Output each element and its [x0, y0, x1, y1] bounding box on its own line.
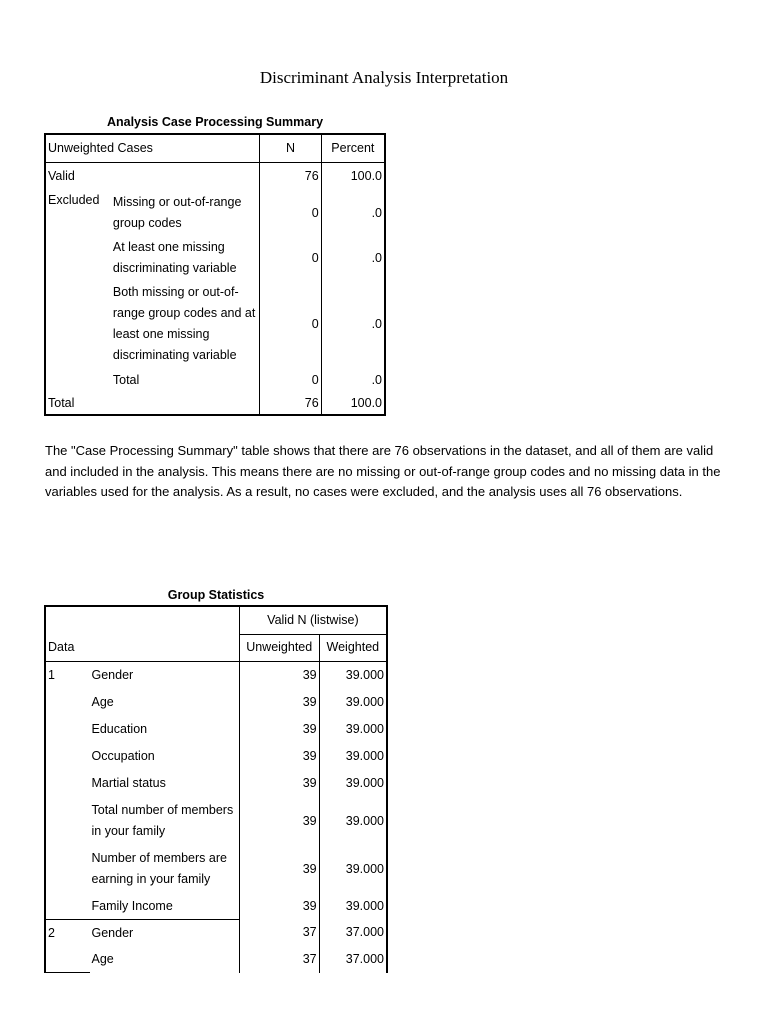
unweighted-header: Unweighted	[239, 634, 319, 662]
unweighted-cases-header: Unweighted Cases	[45, 134, 260, 163]
unweighted-value: 39	[239, 797, 319, 845]
group-statistics-header-row	[45, 634, 387, 662]
group-label	[45, 770, 90, 797]
group-label	[45, 845, 90, 893]
row-group-label: Excluded	[48, 193, 100, 207]
unweighted-value: 37	[239, 920, 319, 947]
data-header: Data	[45, 634, 239, 662]
variable-label: Family Income	[90, 893, 240, 920]
table-row	[45, 716, 387, 743]
group-label	[45, 893, 90, 920]
weighted-value: 37.000	[345, 925, 384, 940]
table-row	[45, 662, 387, 690]
variable-label: Gender	[91, 668, 134, 682]
n-value: 0	[260, 280, 321, 368]
variable-label: Occupation	[91, 749, 155, 763]
table-row	[45, 689, 387, 716]
table-row	[45, 946, 387, 973]
n-value: 0	[260, 368, 321, 392]
table-row	[45, 893, 387, 920]
unweighted-value: 37	[239, 946, 319, 973]
variable-label: Education	[91, 722, 148, 736]
unweighted-value: 39	[239, 743, 319, 770]
row-sub-label: Both missing or out-of-range group codes and at least one missing discriminating variable	[109, 280, 260, 368]
n-value: 76	[260, 163, 321, 191]
weighted-value: 39.000	[345, 695, 384, 709]
group-label	[45, 743, 90, 770]
table-row	[45, 770, 387, 797]
percent-value: .0	[371, 316, 382, 331]
variable-label: Gender	[91, 925, 134, 940]
group-label	[45, 797, 90, 845]
variable-label: Age	[91, 951, 114, 966]
n-value: 0	[260, 190, 321, 236]
table-row	[45, 845, 387, 893]
table-row	[45, 190, 385, 236]
weighted-value: 39.000	[345, 861, 384, 876]
group-statistics-table	[44, 605, 388, 973]
case-processing-title: Analysis Case Processing Summary	[106, 115, 324, 129]
variable-label: Age	[91, 695, 114, 709]
row-group-label: Valid	[45, 163, 260, 191]
group-label: 1	[48, 668, 55, 682]
unweighted-value: 39	[239, 689, 319, 716]
unweighted-value: 39	[239, 845, 319, 893]
table-row	[45, 743, 387, 770]
weighted-value: 39.000	[345, 749, 384, 763]
weighted-value: 39.000	[345, 668, 384, 682]
group-label	[45, 689, 90, 716]
percent-value: 100.0	[350, 395, 382, 410]
percent-value: .0	[371, 205, 382, 220]
row-sub-label: Missing or out-of-range group codes	[109, 190, 260, 236]
unweighted-value: 39	[239, 893, 319, 920]
valid-n-spanner: Valid N (listwise)	[239, 606, 387, 634]
unweighted-value: 39	[239, 716, 319, 743]
row-group-label	[45, 368, 109, 392]
weighted-value: 39.000	[345, 722, 384, 736]
row-group-label	[45, 236, 109, 280]
interpretation-paragraph: The "Case Processing Summary" table shows that there are 76 observations in the dataset, and all of them are valid and included in the analysis. This means there are no missing or out-of-range group codes and no missing data in the variables used for the analysis. As a result, no cases were excluded, and the analysis uses all 76 observations.	[45, 443, 721, 499]
row-sub-label: Total	[109, 368, 260, 392]
document-title: Discriminant Analysis Interpretation	[259, 68, 509, 87]
weighted-value: 39.000	[345, 813, 384, 828]
table-row	[45, 280, 385, 368]
n-value: 76	[260, 392, 321, 415]
unweighted-value: 39	[239, 662, 319, 690]
weighted-value: 39.000	[345, 898, 384, 913]
group-label	[45, 716, 90, 743]
weighted-header: Weighted	[319, 634, 387, 662]
percent-value: .0	[371, 250, 382, 265]
group-statistics-spanner-row	[45, 606, 387, 634]
percent-header: Percent	[321, 134, 385, 163]
table-row	[45, 392, 385, 415]
percent-value: 100.0	[350, 169, 382, 183]
table-row	[45, 368, 385, 392]
table-row	[45, 797, 387, 845]
table-row	[45, 920, 387, 947]
row-group-label: Total	[45, 392, 260, 415]
group-statistics-title: Group Statistics	[167, 588, 265, 602]
case-processing-table	[44, 133, 386, 416]
n-value: 0	[260, 236, 321, 280]
variable-label: Martial status	[91, 776, 166, 790]
row-group-label	[45, 280, 109, 368]
percent-value: .0	[371, 372, 382, 387]
variable-label: Total number of members in your family	[91, 803, 234, 838]
group-label	[45, 946, 90, 973]
weighted-value: 37.000	[345, 951, 384, 966]
table-row	[45, 236, 385, 280]
weighted-value: 39.000	[345, 776, 384, 790]
case-processing-header-row	[45, 134, 385, 163]
unweighted-value: 39	[239, 770, 319, 797]
row-sub-label: At least one missing discriminating variable	[109, 236, 260, 280]
table-row	[45, 163, 385, 191]
variable-label: Number of members are earning in your family	[91, 851, 227, 886]
n-header: N	[260, 134, 321, 163]
group-label: 2	[48, 925, 55, 940]
